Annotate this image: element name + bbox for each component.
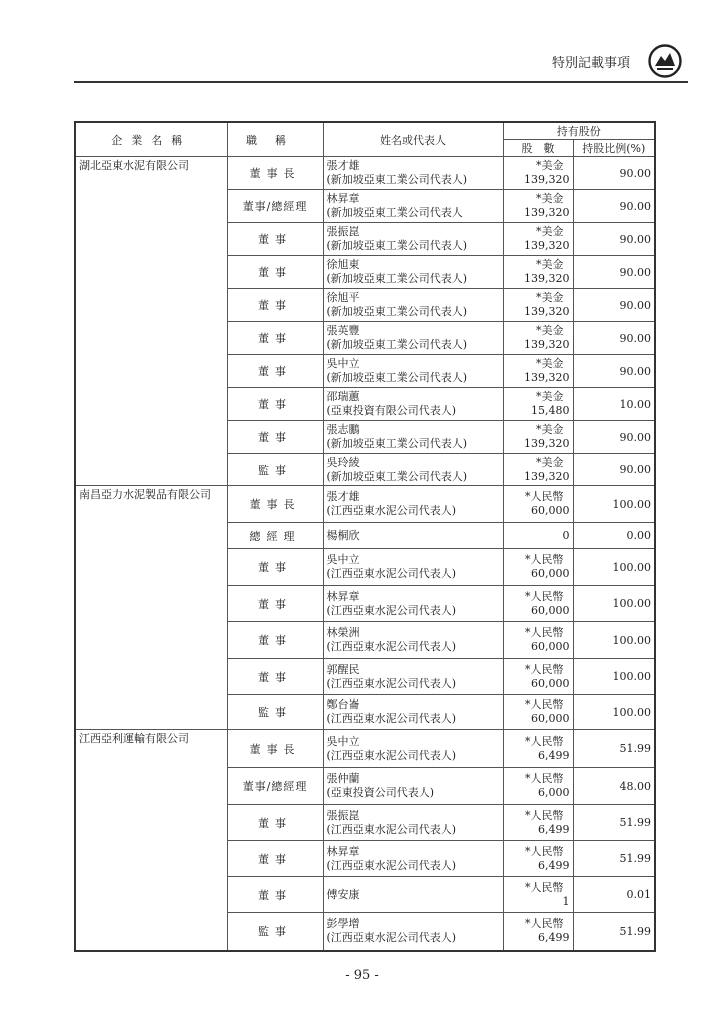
shares-cell: [503, 523, 573, 549]
shares-cell: [503, 586, 573, 622]
representative-of: (江西亞東水泥公司代表人): [326, 567, 457, 580]
representative-of: (新加坡亞東工業公司代表人): [326, 305, 468, 318]
ratio-value: 51.99: [573, 730, 655, 768]
position-title: 董事: [227, 322, 323, 355]
shares-value: 139,320: [524, 305, 570, 318]
position-title: 董事/總經理: [227, 190, 323, 223]
ratio-value: 51.99: [573, 841, 655, 877]
representative-of: (新加坡亞東工業公司代表人): [326, 469, 468, 483]
shares-cell: [503, 421, 573, 454]
shares-cell: [503, 695, 573, 730]
shares-value: 6,499: [538, 858, 570, 872]
representative-of: (新加坡亞東工業公司代表人): [326, 173, 468, 186]
ratio-value: 90.00: [573, 322, 655, 355]
table-row: [75, 486, 655, 523]
company-name: 江西亞利運輸有限公司: [75, 730, 227, 951]
person-name: 郭醒民: [326, 662, 360, 676]
representative-of: (江西亞東水泥公司代表人): [326, 504, 457, 517]
representative-of: (江西亞東水泥公司代表人): [326, 931, 457, 945]
shares-value: 1: [562, 894, 570, 908]
ratio-value: 90.00: [573, 454, 655, 486]
person-name: 鄭台崙: [326, 698, 360, 711]
person-cell: [323, 289, 503, 322]
position-title: 董事長: [227, 157, 323, 190]
company-logo-icon: [648, 44, 682, 78]
company-name: 南昌亞力水泥製品有限公司: [75, 486, 227, 730]
shares-value: 6,499: [538, 748, 570, 762]
shares-value: 6,499: [538, 931, 570, 945]
currency-label: *美金: [536, 423, 564, 436]
section-title: 特別記載事項: [552, 56, 631, 71]
person-name: 林昇章: [326, 192, 360, 205]
person-cell: [323, 695, 503, 730]
shares-value: 139,320: [524, 371, 570, 384]
person-name: 傅安康: [326, 887, 360, 901]
person-name: 林昇章: [326, 589, 360, 603]
position-title: 總經理: [227, 523, 323, 549]
person-name: 張才雄: [326, 159, 360, 172]
ratio-value: 100.00: [573, 622, 655, 659]
position-title: 董事: [227, 223, 323, 256]
header-holding: 持有股份: [503, 122, 655, 140]
header-company: 企業名稱: [75, 122, 227, 157]
shares-cell: [503, 730, 573, 768]
person-cell: [323, 421, 503, 454]
shares-value: 60,000: [531, 676, 570, 690]
ratio-value: 90.00: [573, 421, 655, 454]
position-title: 董事: [227, 421, 323, 454]
shares-cell: [503, 190, 573, 223]
currency-label: *美金: [536, 291, 564, 304]
header-shares: 股 數: [503, 140, 573, 157]
person-cell: [323, 190, 503, 223]
representative-of: (江西亞東水泥公司代表人): [326, 676, 457, 690]
currency-label: *人民幣: [525, 734, 564, 748]
position-title: 董事/總經理: [227, 768, 323, 805]
ratio-value: 48.00: [573, 768, 655, 805]
shares-cell: [503, 256, 573, 289]
person-cell: [323, 805, 503, 841]
shares-cell: [503, 549, 573, 586]
shares-value: 60,000: [531, 640, 570, 653]
representative-of: (新加坡亞東工業公司代表人): [326, 239, 468, 252]
representative-of: (江西亞東水泥公司代表人): [326, 748, 457, 762]
person-cell: [323, 841, 503, 877]
person-cell: [323, 549, 503, 586]
currency-label: *美金: [536, 324, 564, 337]
currency-label: *美金: [536, 357, 564, 370]
ratio-value: 51.99: [573, 805, 655, 841]
shares-value: 60,000: [531, 712, 570, 725]
person-cell: [323, 913, 503, 951]
ratio-value: 90.00: [573, 355, 655, 388]
person-cell: [323, 157, 503, 190]
person-name: 張英豐: [326, 324, 360, 337]
table-row: [75, 157, 655, 190]
header-name: 姓名或代表人: [323, 122, 503, 157]
person-cell: [323, 523, 503, 549]
currency-label: *人民幣: [525, 589, 564, 603]
person-name: 張振崑: [326, 808, 360, 822]
currency-label: *美金: [536, 258, 564, 271]
representative-of: (新加坡亞東工業公司代表人: [326, 206, 463, 219]
person-cell: [323, 659, 503, 695]
currency-label: *人民幣: [525, 626, 564, 639]
representative-of: (新加坡亞東工業公司代表人): [326, 371, 468, 384]
person-name: 徐旭東: [326, 258, 360, 271]
currency-label: *人民幣: [525, 772, 564, 785]
ratio-value: 10.00: [573, 388, 655, 421]
ratio-value: 100.00: [573, 659, 655, 695]
position-title: 監事: [227, 913, 323, 951]
shares-value: 60,000: [531, 504, 570, 517]
shares-cell: [503, 805, 573, 841]
person-name: 林榮洲: [326, 626, 360, 639]
person-cell: [323, 388, 503, 421]
shares-cell: [503, 223, 573, 256]
shares-cell: [503, 659, 573, 695]
person-cell: [323, 355, 503, 388]
ratio-value: 100.00: [573, 586, 655, 622]
position-title: 董事: [227, 659, 323, 695]
ratio-value: 100.00: [573, 695, 655, 730]
representative-of: (新加坡亞東工業公司代表人): [326, 272, 468, 285]
company-name: 湖北亞東水泥有限公司: [75, 157, 227, 486]
table-row: [75, 730, 655, 768]
currency-label: *美金: [536, 390, 564, 403]
position-title: 董事: [227, 256, 323, 289]
header-title: 職稱: [227, 122, 323, 157]
ratio-value: 51.99: [573, 913, 655, 951]
currency-label: *人民幣: [525, 698, 564, 711]
shares-cell: [503, 768, 573, 805]
currency-label: *人民幣: [525, 662, 564, 676]
ratio-value: 90.00: [573, 289, 655, 322]
header-rule: [74, 81, 688, 83]
shares-value: 0: [562, 528, 570, 542]
header-ratio: 持股比例(%): [573, 140, 655, 157]
position-title: 董事: [227, 805, 323, 841]
currency-label: *人民幣: [525, 808, 564, 822]
shares-cell: [503, 289, 573, 322]
currency-label: *人民幣: [525, 553, 564, 566]
person-name: 吳中立: [326, 734, 360, 748]
position-title: 董事: [227, 841, 323, 877]
shares-value: 60,000: [531, 603, 570, 617]
representative-of: (江西亞東水泥公司代表人): [326, 603, 457, 617]
position-title: 董事: [227, 289, 323, 322]
currency-label: *美金: [536, 225, 564, 238]
person-cell: [323, 730, 503, 768]
shares-cell: [503, 388, 573, 421]
shares-cell: [503, 877, 573, 913]
shares-value: 6,499: [538, 822, 570, 836]
person-name: 徐旭平: [326, 291, 360, 304]
person-cell: [323, 486, 503, 523]
representative-of: (江西亞東水泥公司代表人): [326, 858, 457, 872]
ratio-value: 90.00: [573, 256, 655, 289]
currency-label: *人民幣: [525, 917, 564, 931]
position-title: 董事: [227, 355, 323, 388]
ratio-value: 90.00: [573, 223, 655, 256]
ratio-value: 100.00: [573, 549, 655, 586]
shares-cell: [503, 157, 573, 190]
shares-cell: [503, 355, 573, 388]
currency-label: *人民幣: [525, 490, 564, 503]
shares-value: 15,480: [531, 404, 570, 417]
ratio-value: 90.00: [573, 190, 655, 223]
ratio-value: 0.01: [573, 877, 655, 913]
representative-of: (江西亞東水泥公司代表人): [326, 712, 457, 725]
shares-value: 60,000: [531, 567, 570, 580]
representative-of: (新加坡亞東工業公司代表人): [326, 338, 468, 351]
representative-of: (亞東投資有限公司代表人): [326, 404, 457, 417]
person-name: 林昇章: [326, 844, 360, 858]
person-name: 吳中立: [326, 553, 360, 566]
position-title: 董事長: [227, 486, 323, 523]
shares-value: 139,320: [524, 173, 570, 186]
shares-value: 139,320: [524, 239, 570, 252]
person-cell: [323, 223, 503, 256]
person-cell: [323, 322, 503, 355]
person-name: 吳中立: [326, 357, 360, 370]
position-title: 董事: [227, 586, 323, 622]
person-name: 張才雄: [326, 490, 360, 503]
person-cell: [323, 586, 503, 622]
currency-label: *美金: [536, 192, 564, 205]
shares-cell: [503, 622, 573, 659]
person-name: 吳玲綾: [326, 455, 360, 469]
representative-of: (江西亞東水泥公司代表人): [326, 822, 457, 836]
position-title: 監事: [227, 454, 323, 486]
representative-of: (亞東投資公司代表人): [326, 786, 435, 799]
currency-label: *人民幣: [525, 880, 564, 894]
shares-value: 139,320: [524, 272, 570, 285]
person-cell: [323, 768, 503, 805]
page-number: - 95 -: [345, 968, 379, 983]
shares-value: 139,320: [524, 338, 570, 351]
representative-of: (新加坡亞東工業公司代表人): [326, 437, 468, 450]
position-title: 監事: [227, 695, 323, 730]
position-title: 董事: [227, 549, 323, 586]
shares-value: 6,000: [538, 786, 570, 799]
person-cell: [323, 454, 503, 486]
ratio-value: 90.00: [573, 157, 655, 190]
position-title: 董事: [227, 622, 323, 659]
shares-cell: [503, 486, 573, 523]
ratio-value: 0.00: [573, 523, 655, 549]
currency-label: *人民幣: [525, 844, 564, 858]
shareholding-table: [74, 121, 656, 952]
person-cell: [323, 622, 503, 659]
person-name: 楊桐欣: [326, 528, 360, 542]
person-cell: [323, 256, 503, 289]
currency-label: *美金: [536, 455, 564, 469]
position-title: 董事長: [227, 730, 323, 768]
position-title: 董事: [227, 388, 323, 421]
person-cell: [323, 877, 503, 913]
person-name: 張仲蘭: [326, 772, 360, 785]
person-name: 張志鵬: [326, 423, 360, 436]
shares-cell: [503, 454, 573, 486]
person-name: 張振崑: [326, 225, 360, 238]
currency-label: *美金: [536, 159, 564, 172]
shares-value: 139,320: [524, 437, 570, 450]
shares-cell: [503, 841, 573, 877]
shares-cell: [503, 913, 573, 951]
person-name: 邵瑞蕙: [326, 390, 360, 403]
shares-value: 139,320: [524, 469, 570, 483]
position-title: 董事: [227, 877, 323, 913]
ratio-value: 100.00: [573, 486, 655, 523]
shares-value: 139,320: [524, 206, 570, 219]
representative-of: (江西亞東水泥公司代表人): [326, 640, 457, 653]
shares-cell: [503, 322, 573, 355]
person-name: 彭學增: [326, 917, 360, 931]
